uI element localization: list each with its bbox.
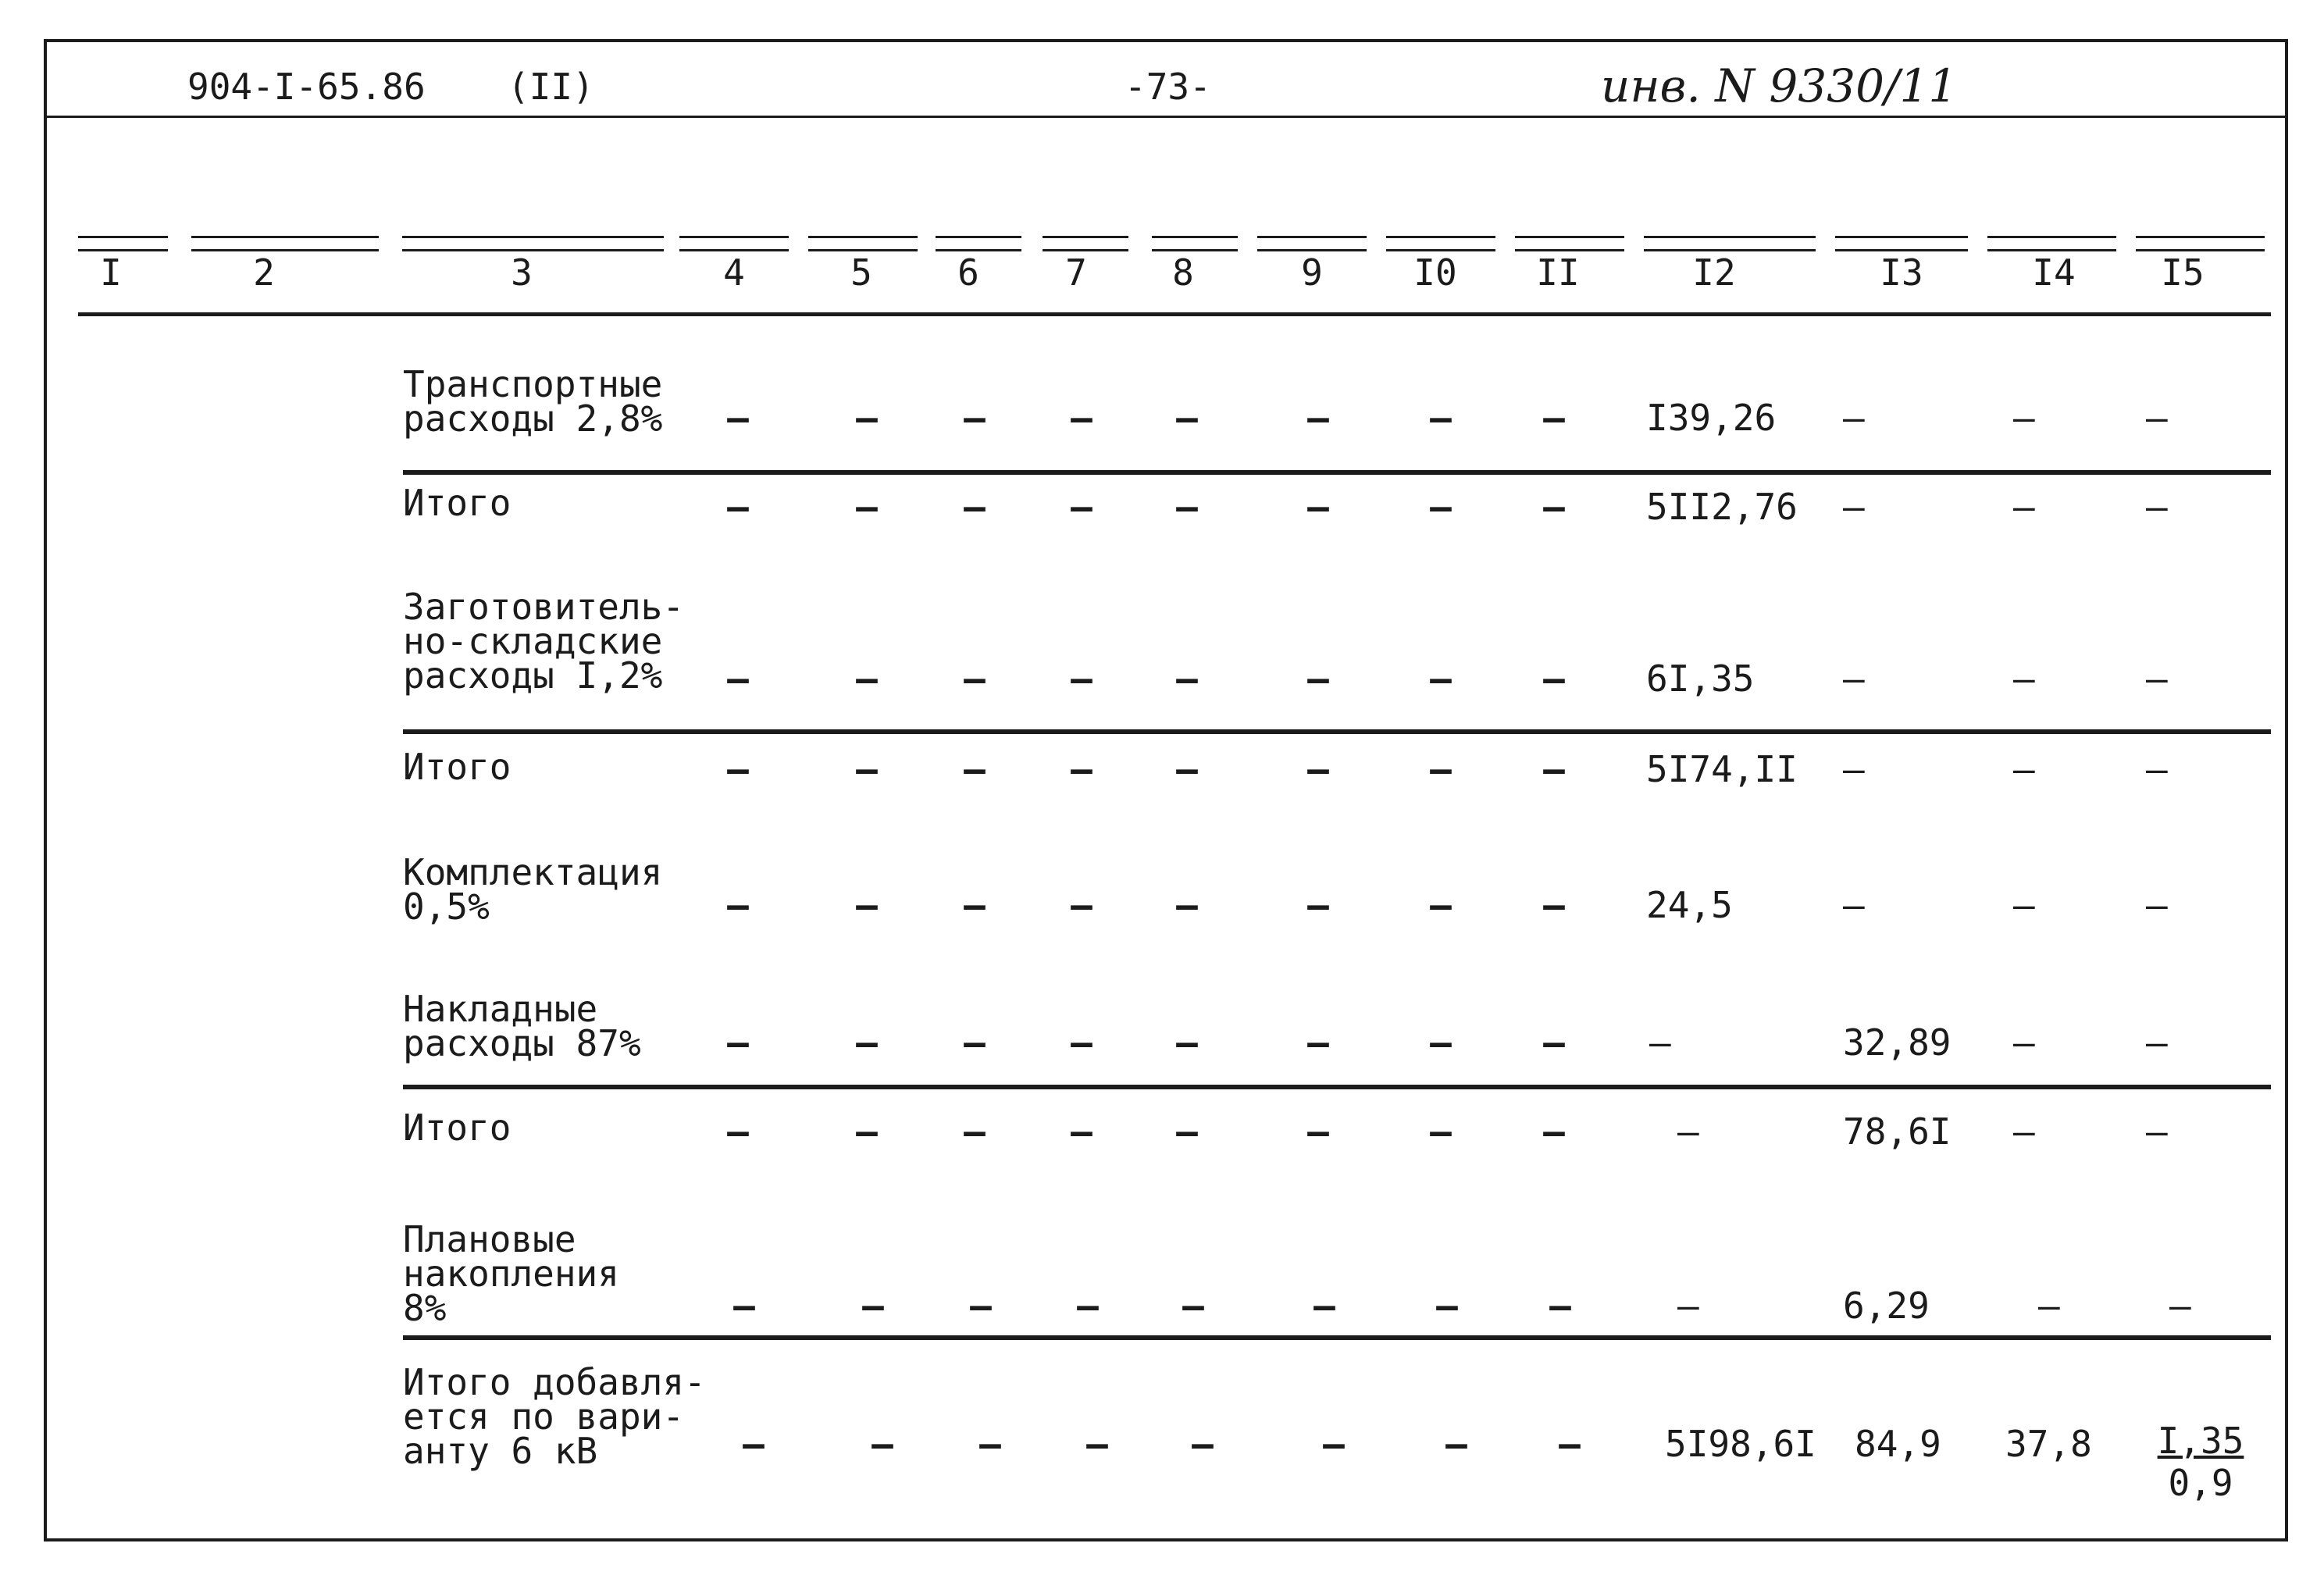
row-label: Итого (403, 482, 511, 524)
row-value-c13: 6,29 (1843, 1285, 1930, 1327)
empty-cell-dash: – (1176, 486, 1198, 528)
row-label: Накладные расходы 87% (403, 988, 641, 1064)
empty-cell-dash: – (1543, 658, 1565, 700)
empty-cell-dash: – (1313, 1285, 1335, 1327)
empty-cell-dash: – (1430, 748, 1452, 790)
empty-cell-dash: – (1549, 1285, 1571, 1327)
col-header: I2 (1692, 251, 1736, 294)
col-header: II (1536, 251, 1580, 294)
col-rule (1043, 236, 1128, 251)
empty-cell-dash: – (1071, 884, 1092, 926)
row-label: Итого (403, 746, 511, 788)
row-value-c12: 24,5 (1646, 884, 1733, 926)
row-value-c15: – (2146, 658, 2168, 700)
col-header: I3 (1880, 251, 1923, 294)
row-value-c12: 5II2,76 (1646, 486, 1798, 528)
empty-cell-dash: – (1086, 1423, 1108, 1465)
empty-cell-dash: – (964, 1110, 986, 1153)
empty-cell-dash: – (1430, 486, 1452, 528)
empty-cell-dash: – (727, 486, 749, 528)
empty-cell-dash: – (1176, 1021, 1198, 1064)
empty-cell-dash: – (1176, 658, 1198, 700)
empty-cell-dash: – (862, 1285, 884, 1327)
empty-cell-dash: – (1543, 1110, 1565, 1153)
empty-cell-dash: – (856, 1110, 878, 1153)
empty-cell-dash: – (1307, 1021, 1329, 1064)
col-header: 4 (723, 251, 745, 294)
empty-cell-dash: – (727, 1110, 749, 1153)
fraction-denominator: 0,9 (2168, 1462, 2233, 1504)
empty-cell-dash: – (727, 658, 749, 700)
col-rule (191, 236, 379, 251)
col-rule (1515, 236, 1624, 251)
empty-cell-dash: – (1430, 1021, 1452, 1064)
empty-cell-dash: – (856, 397, 878, 439)
empty-cell-dash: – (872, 1423, 893, 1465)
empty-cell-dash: – (1307, 884, 1329, 926)
row-value-c12: I39,26 (1646, 397, 1777, 439)
row-value-c15: – (2146, 1021, 2168, 1064)
empty-cell-dash: – (856, 884, 878, 926)
header-divider (47, 116, 2285, 118)
col-rule (1257, 236, 1367, 251)
row-value-c13: 84,9 (1855, 1423, 1941, 1465)
col-header: I5 (2161, 251, 2205, 294)
row-value-c12: – (1677, 1110, 1699, 1153)
empty-cell-dash: – (727, 1021, 749, 1064)
row-value-c13: – (1843, 748, 1865, 790)
empty-cell-dash: – (1071, 397, 1092, 439)
row-value-c15-fraction (2154, 1420, 2247, 1504)
row-label: Заготовитель- но-складские расходы I,2% (403, 586, 685, 697)
col-rule (1987, 236, 2116, 251)
col-rule (402, 236, 664, 251)
col-rule (1644, 236, 1816, 251)
total-line (403, 470, 2271, 475)
empty-cell-dash: – (1430, 1110, 1452, 1153)
empty-cell-dash: – (964, 1021, 986, 1064)
page-frame (44, 39, 2288, 1541)
empty-cell-dash: – (979, 1423, 1001, 1465)
row-value-c14: – (2013, 397, 2035, 439)
row-value-c14: – (2013, 1110, 2035, 1153)
col-header: 3 (511, 251, 533, 294)
empty-cell-dash: – (1436, 1285, 1458, 1327)
empty-cell-dash: – (727, 397, 749, 439)
empty-cell-dash: – (1430, 658, 1452, 700)
row-value-c15: – (2146, 884, 2168, 926)
row-value-c12: 5I74,II (1646, 748, 1798, 790)
row-label: Плановые накопления 8% (403, 1218, 619, 1329)
row-value-c13: – (1843, 397, 1865, 439)
row-value-c13: – (1843, 884, 1865, 926)
empty-cell-dash: – (1071, 1110, 1092, 1153)
col-rule (936, 236, 1021, 251)
col-rule (679, 236, 789, 251)
row-value-c14: – (2013, 748, 2035, 790)
empty-cell-dash: – (1182, 1285, 1204, 1327)
col-rule (78, 236, 168, 251)
col-header: 5 (850, 251, 872, 294)
row-value-c14: – (2013, 1021, 2035, 1064)
column-header-underline (78, 312, 2271, 316)
empty-cell-dash: – (1543, 884, 1565, 926)
col-rule (2136, 236, 2265, 251)
row-value-c12: 6I,35 (1646, 658, 1755, 700)
empty-cell-dash: – (856, 658, 878, 700)
page-number: -73- (1125, 66, 1211, 108)
empty-cell-dash: – (1176, 1110, 1198, 1153)
col-header: 8 (1172, 251, 1194, 294)
empty-cell-dash: – (1077, 1285, 1099, 1327)
row-value-c13: 78,6I (1843, 1110, 1952, 1153)
empty-cell-dash: – (1071, 1021, 1092, 1064)
col-header: 2 (253, 251, 275, 294)
row-value-c15: – (2146, 397, 2168, 439)
empty-cell-dash: – (1307, 1110, 1329, 1153)
empty-cell-dash: – (1192, 1423, 1214, 1465)
total-line (403, 1085, 2271, 1089)
total-line (403, 1335, 2271, 1340)
empty-cell-dash: – (1307, 486, 1329, 528)
total-line (403, 729, 2271, 734)
col-rule (808, 236, 918, 251)
empty-cell-dash: – (856, 486, 878, 528)
col-rule (1835, 236, 1968, 251)
row-value-c14: – (2038, 1285, 2060, 1327)
empty-cell-dash: – (964, 884, 986, 926)
empty-cell-dash: – (1307, 748, 1329, 790)
empty-cell-dash: – (727, 748, 749, 790)
empty-cell-dash: – (1543, 748, 1565, 790)
empty-cell-dash: – (1430, 884, 1452, 926)
col-header: 7 (1065, 251, 1087, 294)
row-value-c13: – (1843, 658, 1865, 700)
fraction-numerator: I,35 (2157, 1420, 2244, 1462)
empty-cell-dash: – (743, 1423, 765, 1465)
row-value-c14: – (2013, 884, 2035, 926)
empty-cell-dash: – (1543, 397, 1565, 439)
col-header: I (100, 251, 122, 294)
empty-cell-dash: – (1071, 658, 1092, 700)
volume: (II) (508, 66, 594, 108)
row-value-c14: 37,8 (2005, 1423, 2092, 1465)
empty-cell-dash: – (856, 1021, 878, 1064)
empty-cell-dash: – (1307, 397, 1329, 439)
row-value-c15: – (2146, 486, 2168, 528)
row-value-c15: – (2146, 1110, 2168, 1153)
row-label: Комплектация 0,5% (403, 851, 663, 928)
col-header: 6 (957, 251, 979, 294)
empty-cell-dash: – (1559, 1423, 1581, 1465)
empty-cell-dash: – (1176, 884, 1198, 926)
empty-cell-dash: – (1543, 1021, 1565, 1064)
doc-code: 904-I-65.86 (187, 66, 426, 108)
empty-cell-dash: – (964, 486, 986, 528)
col-rule (1152, 236, 1238, 251)
row-value-c13: – (1843, 486, 1865, 528)
empty-cell-dash: – (733, 1285, 755, 1327)
row-value-c12: – (1677, 1285, 1699, 1327)
empty-cell-dash: – (970, 1285, 992, 1327)
empty-cell-dash: – (1176, 748, 1198, 790)
empty-cell-dash: – (1430, 397, 1452, 439)
empty-cell-dash: – (1543, 486, 1565, 528)
col-header: 9 (1301, 251, 1323, 294)
row-value-c14: – (2013, 486, 2035, 528)
empty-cell-dash: – (1071, 486, 1092, 528)
empty-cell-dash: – (964, 658, 986, 700)
empty-cell-dash: – (964, 748, 986, 790)
row-label: Итого добавля- ется по вари- анту 6 кВ (403, 1361, 706, 1472)
empty-cell-dash: – (964, 397, 986, 439)
col-rule (1386, 236, 1495, 251)
empty-cell-dash: – (856, 748, 878, 790)
row-value-c15: – (2146, 748, 2168, 790)
row-label: Итого (403, 1107, 511, 1149)
col-header: I0 (1413, 251, 1457, 294)
row-value-c12: – (1649, 1021, 1671, 1064)
empty-cell-dash: – (1176, 397, 1198, 439)
empty-cell-dash: – (1071, 748, 1092, 790)
row-value-c15: – (2169, 1285, 2191, 1327)
empty-cell-dash: – (1323, 1423, 1345, 1465)
empty-cell-dash: – (1445, 1423, 1467, 1465)
row-value-c12: 5I98,6I (1665, 1423, 1816, 1465)
inventory-number: инв. N 9330/11 (1601, 59, 1958, 112)
row-label: Транспортные расходы 2,8% (403, 363, 663, 440)
col-header: I4 (2032, 251, 2076, 294)
empty-cell-dash: – (1307, 658, 1329, 700)
row-value-c13: 32,89 (1843, 1021, 1952, 1064)
empty-cell-dash: – (727, 884, 749, 926)
row-value-c14: – (2013, 658, 2035, 700)
